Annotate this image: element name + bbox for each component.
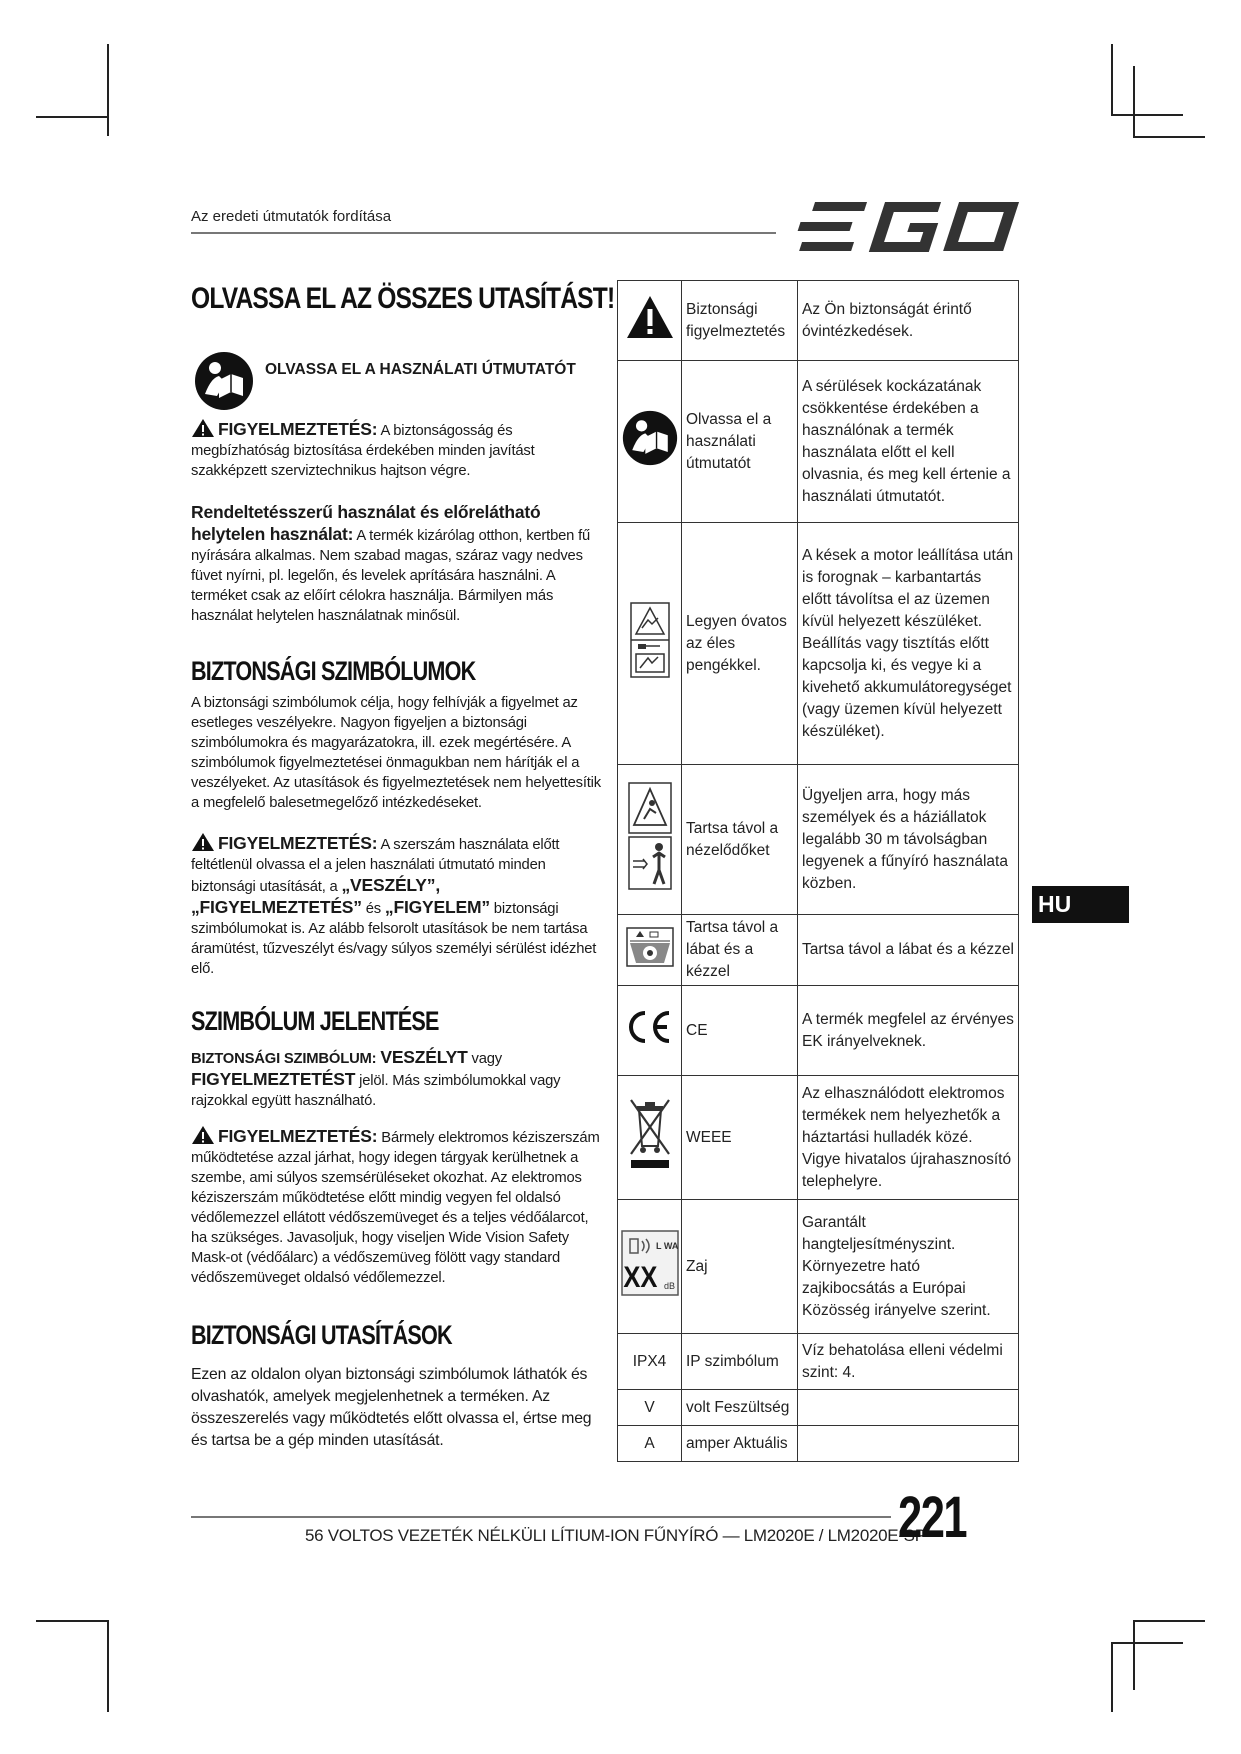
section-instructions-title: BIZTONSÁGI UTASÍTÁSOK — [191, 1320, 452, 1350]
table-desc-cell — [798, 1390, 1019, 1426]
table-row — [618, 1334, 1019, 1390]
table-icon-cell — [618, 1200, 682, 1334]
intended-use-head: Rendeltetésszerű használat és előrelátható helytelen használat: — [191, 502, 541, 544]
crop-mark — [1111, 114, 1183, 116]
crop-mark — [1133, 66, 1135, 136]
table-desc-cell — [798, 1426, 1019, 1462]
bystanders-icon — [627, 781, 673, 891]
symbols-text-wrap — [191, 693, 601, 813]
warning-2-warning: „FIGYELMEZTETÉS” — [191, 897, 362, 917]
ce-mark-icon — [625, 1009, 675, 1045]
table-icon-cell: IPX4 — [618, 1334, 682, 1390]
table-icon-cell — [618, 361, 682, 523]
table-name-cell: amper Aktuális — [682, 1426, 798, 1462]
table-name-cell: Tartsa távol a lábat és a kézzel — [682, 915, 798, 986]
noise-lwa-label: L WA — [655, 1241, 678, 1251]
meaning-or: vagy — [471, 1051, 502, 1067]
symbols-text: A biztonsági szimbólumok célja, hogy felhívják a figyelmet az esetleges veszélyekre. Nagyon figyeljen a biztonsági szimbólumokra és magyarázatokra, ill. ezek megértésére. A szimbólumok figyelmeztetései önmagukban nem hárítják el a veszélyeket. Az utasítások és figyelmeztetések nem helyettesítik a megfelelő balesetmegelőző intézkedéseket. — [191, 695, 601, 811]
section-symbols-title: BIZTONSÁGI SZIMBÓLUMOK — [191, 656, 476, 686]
table-row — [618, 1390, 1019, 1426]
table-name-cell: Biztonsági figyelmeztetés — [682, 281, 798, 361]
warning-triangle-icon — [625, 294, 675, 340]
footer-rule — [191, 1516, 891, 1518]
section-meaning — [191, 1006, 501, 1037]
table-icon-cell: A — [618, 1426, 682, 1462]
instructions-text-wrap — [191, 1364, 601, 1452]
table-row — [618, 1076, 1019, 1200]
section-symbols — [191, 656, 547, 687]
table-icon-cell — [618, 765, 682, 915]
warning-3-text: Bármely elektromos kéziszerszám működtetése azzal járhat, hogy idegen tárgyak kerülhetnek a szembe, ami súlyos szemsérüléseket okozhat. Az elektromos kéziszerszám működtetése előtt mindig vegyen fel oldalsó védőlemezzel ellátott védőszemüveget és a teljes védőálarcot, ha szükséges. Javasoljuk, hogy viseljen Wide Vision Safety Mask-ot (védőálarc) a védőszemüveg fölött vagy standard védőszemüveget oldalsó védőlemezzel. — [191, 1130, 600, 1286]
table-name-cell: CE — [682, 986, 798, 1076]
warning-triangle-icon — [191, 832, 215, 852]
table-name-cell: Legyen óvatos az éles pengékkel. — [682, 523, 798, 765]
table-row — [618, 1426, 1019, 1462]
table-icon-cell: V — [618, 1390, 682, 1426]
table-row — [618, 523, 1019, 765]
table-name-cell: Olvassa el a használati útmutatót — [682, 361, 798, 523]
crop-mark — [107, 44, 109, 136]
table-desc-cell: A kések a motor leállítása után is forognak – karbantartás előtt távolítsa el az üzemen kívül helyezett készüléket. Beállítás vagy tisztítás előtt kapcsolja ki, és vegye ki a kivehető akkumulátoregységet (vagy üzemen kívül helyezett készüléket). — [798, 523, 1019, 765]
crop-mark — [1133, 1620, 1205, 1622]
table-icon-cell — [618, 523, 682, 765]
noise-icon — [620, 1229, 680, 1297]
read-manual-icon — [621, 409, 679, 467]
warning-1-text: A biztonságosság és megbízhatóság biztosítása érdekében minden javítást szakképzett szerviztechnikus hajtson végre. — [191, 423, 535, 479]
table-row — [618, 986, 1019, 1076]
table-name-cell: Zaj — [682, 1200, 798, 1334]
warning-1 — [191, 418, 601, 481]
sharp-blades-icon — [630, 602, 670, 678]
table-icon-cell — [618, 915, 682, 986]
warning-2 — [191, 832, 601, 979]
warning-2-head: FIGYELMEZTETÉS: — [218, 833, 378, 853]
meaning-text: jelöl. Más szimbólumokkal vagy rajzokkal együtt használható. — [191, 1073, 561, 1109]
warning-2-text-2: biztonsági szimbólumokat is. Az alább felsorolt utasítások be nem tartása áramütést, tűzveszélyt és/vagy súlyos személyi sérülést idézhet elő. — [191, 901, 597, 977]
table-name-cell: volt Feszültség — [682, 1390, 798, 1426]
table-row — [618, 915, 1019, 986]
intended-use — [191, 502, 601, 626]
table-name-cell: IP szimbólum — [682, 1334, 798, 1390]
header-rule — [191, 232, 776, 234]
page-title: OLVASSA EL AZ ÖSSZES UTASÍTÁST! — [191, 282, 615, 315]
table-name-cell: Tartsa távol a nézelődőket — [682, 765, 798, 915]
table-desc-cell: A termék megfelel az érvényes EK irányelveknek. — [798, 986, 1019, 1076]
warning-2-and: és — [365, 901, 381, 917]
table-desc-cell: Tartsa távol a lábat és a kézzel — [798, 915, 1019, 986]
header-note: Az eredeti útmutatók fordítása — [191, 208, 392, 225]
meaning-danger: VESZÉLYT — [380, 1047, 468, 1067]
crop-mark — [36, 116, 108, 118]
crop-mark — [1133, 1620, 1135, 1690]
crop-mark — [36, 1620, 108, 1622]
crop-mark — [1111, 1642, 1183, 1644]
table-desc-cell: Ügyeljen arra, hogy más személyek és a háziállatok legalább 30 m távolságban legyenek a fűnyíró használata közben. — [798, 765, 1019, 915]
table-row — [618, 1200, 1019, 1334]
section-meaning-title: SZIMBÓLUM JELENTÉSE — [191, 1006, 439, 1036]
weee-bin-icon — [625, 1096, 675, 1172]
warning-2-text-1: A szerszám használata előtt feltétlenül olvassa el a jelen használati útmutató minden biztonsági utasítását, a — [191, 837, 560, 895]
read-manual-label: OLVASSA EL A HASZNÁLATI ÚTMUTATÓT — [265, 361, 576, 378]
table-icon-cell — [618, 1076, 682, 1200]
meaning-head: BIZTONSÁGI SZIMBÓLUM: — [191, 1051, 377, 1067]
language-tab: HU — [1032, 886, 1129, 923]
warning-1-head: FIGYELMEZTETÉS: — [218, 419, 378, 439]
table-desc-cell: Garantált hangteljesítményszint. Környezetre ható zajkibocsátás a Európai Közösség irányelve szerint. — [798, 1200, 1019, 1334]
section-instructions — [191, 1320, 517, 1351]
table-desc-cell: Az elhasználódott elektromos termékek nem helyezhetők a háztartási hulladék közé. Vigye hivatalos újrahasznosító telephelyre. — [798, 1076, 1019, 1200]
warning-triangle-icon — [191, 418, 215, 438]
intended-use-text: A termék kizárólag otthon, kertben fű nyírására alkalmas. Nem szabad magas, száraz vagy nedves füvet nyírni, pl. legelőn, és levelek aprítására használni. A terméket csak az előírt célokra használja. Bármilyen más használat helytelen használatnak minősül. — [191, 528, 591, 624]
crop-mark — [1133, 136, 1205, 138]
instructions-text: Ezen az oldalon olyan biztonsági szimbólumok láthatók és olvashatók, amelyek megjelenhetnek a terméken. Az összeszerelés vagy működtetés előtt olvassa el, értse meg és tartsa be a gép minden utasítását. — [191, 1366, 592, 1449]
table-name-cell: WEEE — [682, 1076, 798, 1200]
page-number: 221 — [898, 1485, 967, 1550]
warning-3-head: FIGYELMEZTETÉS: — [218, 1126, 378, 1146]
warning-triangle-icon — [191, 1125, 215, 1145]
warning-2-caution: „FIGYELEM” — [384, 897, 490, 917]
table-icon-cell — [618, 986, 682, 1076]
noise-value-label: XX — [622, 1260, 657, 1294]
meaning-text-wrap — [191, 1047, 601, 1111]
table-row — [618, 765, 1019, 915]
symbol-table — [617, 280, 1019, 1462]
table-desc-cell: A sérülések kockázatának csökkentése érdekében a használónak a termék használata előtt el kell olvasnia, és meg kell értenie a használati útmutatót. — [798, 361, 1019, 523]
read-manual-row — [191, 338, 576, 412]
ego-logo — [795, 196, 1025, 258]
crop-mark — [1111, 44, 1113, 114]
table-desc-cell: Az Ön biztonságát érintő óvintézkedések. — [798, 281, 1019, 361]
read-manual-icon — [193, 350, 255, 412]
table-row — [618, 361, 1019, 523]
crop-mark — [1111, 1642, 1113, 1712]
footer-text: 56 VOLTOS VEZETÉK NÉLKÜLI LÍTIUM-ION FŰNYÍRÓ — LM2020E / LM2020E-SP — [305, 1526, 926, 1545]
warning-3 — [191, 1125, 601, 1288]
noise-unit-label: dB — [663, 1281, 675, 1291]
meaning-warning: FIGYELMEZTETÉST — [191, 1069, 356, 1089]
table-icon-cell — [618, 281, 682, 361]
crop-mark — [107, 1620, 109, 1712]
warning-2-danger: „VESZÉLY”, — [341, 875, 440, 895]
table-row — [618, 281, 1019, 361]
table-desc-cell: Víz behatolása elleni védelmi szint: 4. — [798, 1334, 1019, 1390]
feet-hands-icon — [626, 927, 674, 967]
